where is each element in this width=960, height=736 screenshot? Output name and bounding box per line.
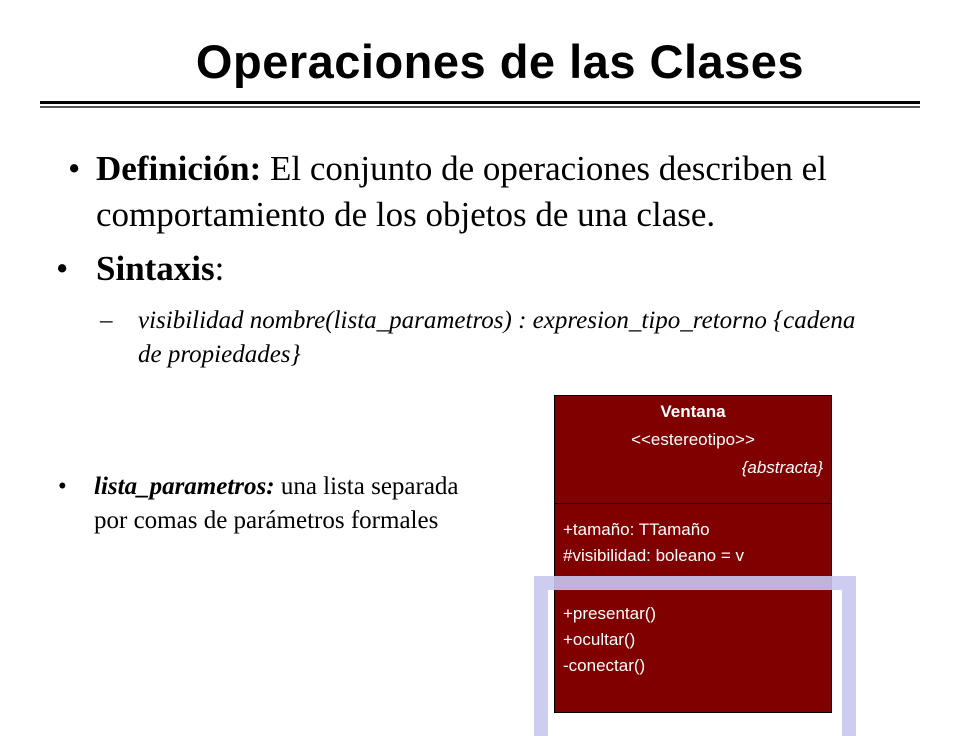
lista-text: una lista separada por comas de parámetros formales (94, 473, 459, 534)
definicion-term: Definición: (96, 149, 262, 188)
bullet-dot: • (56, 249, 69, 288)
uml-stereotype: <<estereotipo>> (631, 430, 755, 449)
bullet-lista-parametros (58, 470, 478, 538)
bullet-dot: • (58, 473, 67, 500)
uml-name-compartment (555, 396, 831, 504)
sintaxis-detail (100, 304, 860, 372)
sintaxis-term: Sintaxis (96, 249, 215, 288)
uml-operation: -conectar() (563, 656, 646, 675)
uml-class-name: Ventana (660, 402, 726, 421)
uml-operation: +presentar() (563, 604, 657, 623)
uml-operation: +ocultar() (563, 630, 636, 649)
uml-property: {abstracta} (741, 458, 823, 477)
sintaxis-colon: : (214, 249, 225, 288)
bullet-definicion (68, 146, 958, 238)
lista-term: lista_parametros: (94, 473, 275, 500)
uml-attributes-compartment (555, 504, 831, 588)
uml-operations-compartment (555, 588, 831, 712)
slide-title: Operaciones de las Clases (195, 35, 805, 88)
title-divider (40, 101, 920, 104)
uml-attribute: #visibilidad: boleano = v (563, 546, 744, 565)
uml-class-box (554, 395, 832, 713)
sub-dash: – (100, 307, 113, 334)
title-divider-shadow (40, 106, 920, 108)
uml-attribute: +tamaño: TTamaño (563, 520, 710, 539)
sintaxis-pattern: visibilidad nombre(lista_parametros) : expresion_tipo_retorno {cadena de propiedades} (138, 307, 856, 368)
definicion-text: El conjunto de operaciones describen el comportamiento de los objetos de una clase. (96, 149, 827, 234)
bullet-dot: • (68, 149, 81, 188)
bullet-sintaxis (56, 246, 224, 292)
